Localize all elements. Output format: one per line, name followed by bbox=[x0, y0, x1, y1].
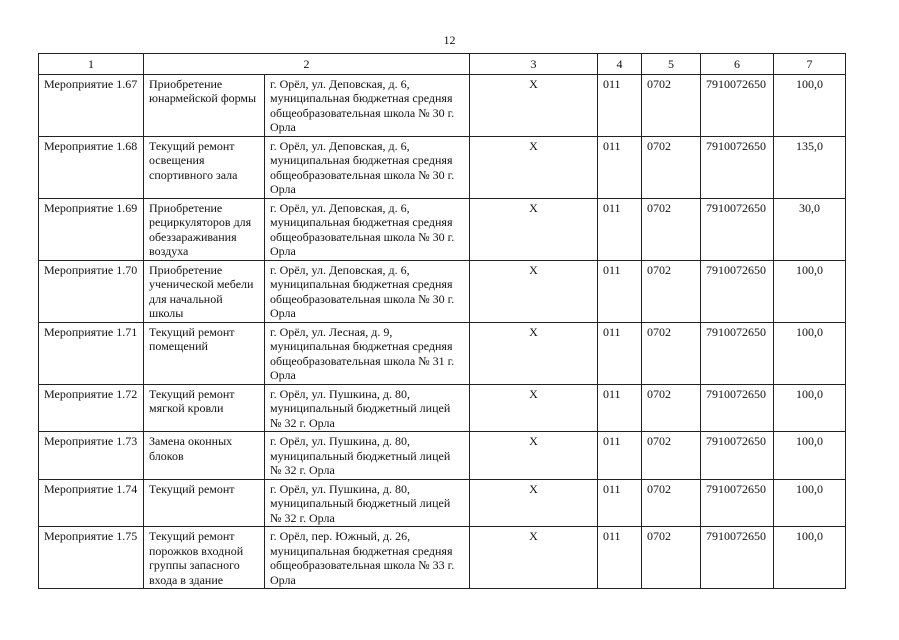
column-6-cell: 7910072650 bbox=[701, 322, 774, 384]
event-name-cell: Приобретение юнармейской формы bbox=[144, 74, 265, 136]
event-name-cell: Приобретение ученической мебели для начальной школы bbox=[144, 260, 265, 322]
column-6-cell: 7910072650 bbox=[701, 384, 774, 432]
table-row bbox=[39, 479, 846, 527]
address-cell: г. Орёл, ул. Деповская, д. 6, муниципальная бюджетная средняя общеобразовательная школа № 30 г. Орла bbox=[265, 74, 470, 136]
address-cell: г. Орёл, ул. Деповская, д. 6, муниципальная бюджетная средняя общеобразовательная школа № 30 г. Орла bbox=[265, 136, 470, 198]
column-header-3: 3 bbox=[470, 54, 598, 75]
event-name-cell: Текущий ремонт освещения спортивного зала bbox=[144, 136, 265, 198]
column-4-cell: 011 bbox=[598, 384, 642, 432]
column-4-cell: 011 bbox=[598, 136, 642, 198]
column-5-cell: 0702 bbox=[642, 527, 701, 589]
address-cell: г. Орёл, ул. Пушкина, д. 80, муниципальный бюджетный лицей № 32 г. Орла bbox=[265, 432, 470, 480]
column-header-2: 2 bbox=[144, 54, 470, 75]
column-4-cell: 011 bbox=[598, 527, 642, 589]
column-6-cell: 7910072650 bbox=[701, 74, 774, 136]
column-header-7: 7 bbox=[774, 54, 846, 75]
event-number-cell: Мероприятие 1.74 bbox=[39, 479, 144, 527]
event-number-cell: Мероприятие 1.71 bbox=[39, 322, 144, 384]
address-cell: г. Орёл, пер. Южный, д. 26, муниципальная бюджетная средняя общеобразовательная школа № 33 г. Орла bbox=[265, 527, 470, 589]
column-4-cell: 011 bbox=[598, 479, 642, 527]
address-cell: г. Орёл, ул. Деповская, д. 6, муниципальная бюджетная средняя общеобразовательная школа № 30 г. Орла bbox=[265, 198, 470, 260]
amount-cell: 30,0 bbox=[774, 198, 846, 260]
address-cell: г. Орёл, ул. Лесная, д. 9, муниципальная бюджетная средняя общеобразовательная школа № 31 г. Орла bbox=[265, 322, 470, 384]
event-number-cell: Мероприятие 1.73 bbox=[39, 432, 144, 480]
table-row bbox=[39, 432, 846, 480]
column-6-cell: 7910072650 bbox=[701, 479, 774, 527]
address-cell: г. Орёл, ул. Деповская, д. 6, муниципальная бюджетная средняя общеобразовательная школа № 30 г. Орла bbox=[265, 260, 470, 322]
column-6-cell: 7910072650 bbox=[701, 198, 774, 260]
column-3-cell: X bbox=[470, 384, 598, 432]
column-3-cell: X bbox=[470, 74, 598, 136]
event-name-cell: Приобретение рециркуляторов для обеззараживания воздуха bbox=[144, 198, 265, 260]
column-4-cell: 011 bbox=[598, 198, 642, 260]
column-3-cell: X bbox=[470, 527, 598, 589]
column-header-6: 6 bbox=[701, 54, 774, 75]
table-row bbox=[39, 322, 846, 384]
program-activities-table bbox=[38, 53, 846, 589]
event-name-cell: Замена оконных блоков bbox=[144, 432, 265, 480]
column-5-cell: 0702 bbox=[642, 384, 701, 432]
amount-cell: 100,0 bbox=[774, 74, 846, 136]
column-4-cell: 011 bbox=[598, 432, 642, 480]
event-number-cell: Мероприятие 1.72 bbox=[39, 384, 144, 432]
table-row bbox=[39, 198, 846, 260]
column-header-1: 1 bbox=[39, 54, 144, 75]
column-5-cell: 0702 bbox=[642, 74, 701, 136]
column-header-4: 4 bbox=[598, 54, 642, 75]
address-cell: г. Орёл, ул. Пушкина, д. 80, муниципальный бюджетный лицей № 32 г. Орла bbox=[265, 384, 470, 432]
column-6-cell: 7910072650 bbox=[701, 260, 774, 322]
column-3-cell: X bbox=[470, 322, 598, 384]
column-5-cell: 0702 bbox=[642, 260, 701, 322]
amount-cell: 100,0 bbox=[774, 479, 846, 527]
column-6-cell: 7910072650 bbox=[701, 136, 774, 198]
page-number: 12 bbox=[443, 33, 456, 47]
column-5-cell: 0702 bbox=[642, 432, 701, 480]
event-number-cell: Мероприятие 1.67 bbox=[39, 74, 144, 136]
event-number-cell: Мероприятие 1.75 bbox=[39, 527, 144, 589]
table-row bbox=[39, 74, 846, 136]
event-name-cell: Текущий ремонт помещений bbox=[144, 322, 265, 384]
column-3-cell: X bbox=[470, 260, 598, 322]
column-4-cell: 011 bbox=[598, 74, 642, 136]
amount-cell: 100,0 bbox=[774, 384, 846, 432]
column-4-cell: 011 bbox=[598, 322, 642, 384]
event-name-cell: Текущий ремонт порожков входной группы запасного входа в здание bbox=[144, 527, 265, 589]
header-row bbox=[39, 54, 846, 75]
column-6-cell: 7910072650 bbox=[701, 527, 774, 589]
event-name-cell: Текущий ремонт мягкой кровли bbox=[144, 384, 265, 432]
amount-cell: 100,0 bbox=[774, 432, 846, 480]
table-row bbox=[39, 260, 846, 322]
event-number-cell: Мероприятие 1.69 bbox=[39, 198, 144, 260]
column-5-cell: 0702 bbox=[642, 479, 701, 527]
column-5-cell: 0702 bbox=[642, 198, 701, 260]
table-row bbox=[39, 527, 846, 589]
column-5-cell: 0702 bbox=[642, 136, 701, 198]
column-4-cell: 011 bbox=[598, 260, 642, 322]
column-6-cell: 7910072650 bbox=[701, 432, 774, 480]
amount-cell: 100,0 bbox=[774, 322, 846, 384]
amount-cell: 135,0 bbox=[774, 136, 846, 198]
amount-cell: 100,0 bbox=[774, 527, 846, 589]
event-number-cell: Мероприятие 1.68 bbox=[39, 136, 144, 198]
address-cell: г. Орёл, ул. Пушкина, д. 80, муниципальный бюджетный лицей № 32 г. Орла bbox=[265, 479, 470, 527]
table-row bbox=[39, 384, 846, 432]
column-3-cell: X bbox=[470, 479, 598, 527]
column-header-5: 5 bbox=[642, 54, 701, 75]
column-3-cell: X bbox=[470, 198, 598, 260]
column-5-cell: 0702 bbox=[642, 322, 701, 384]
table-row bbox=[39, 136, 846, 198]
event-number-cell: Мероприятие 1.70 bbox=[39, 260, 144, 322]
column-3-cell: X bbox=[470, 432, 598, 480]
column-3-cell: X bbox=[470, 136, 598, 198]
event-name-cell: Текущий ремонт bbox=[144, 479, 265, 527]
amount-cell: 100,0 bbox=[774, 260, 846, 322]
